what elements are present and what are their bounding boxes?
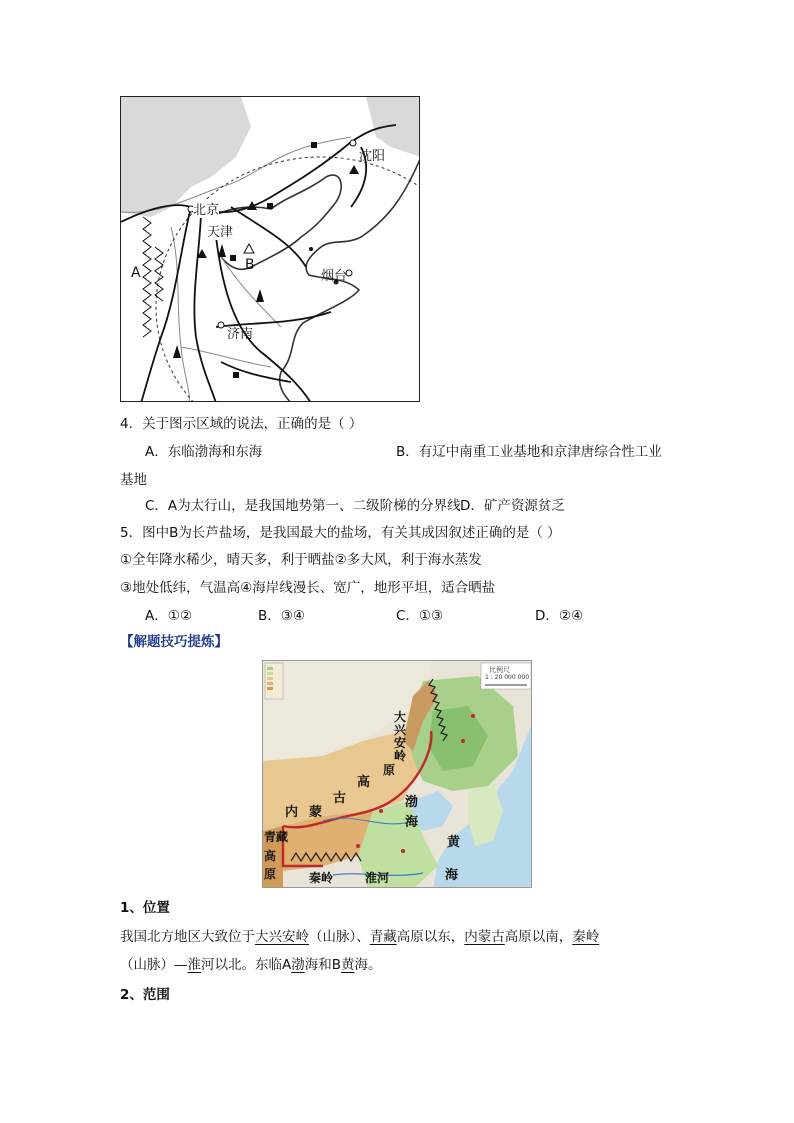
blank-qinling: 秦岭 (572, 929, 600, 945)
resource-map-drawing (121, 97, 420, 402)
section-1-heading: 1、位置 (120, 900, 170, 916)
label-shenyang: 沈阳 (359, 149, 386, 164)
blank-neimenggu: 内蒙古 (464, 929, 505, 945)
blank-daxinganling: 大兴安岭 (255, 929, 309, 945)
label-tianjin: 天津 (207, 221, 233, 240)
north-china-map-drawing (263, 661, 532, 888)
scale-title: 比例尺 (489, 666, 510, 674)
label-ling: 岭 (394, 749, 407, 763)
label-jinan: 济南 (227, 327, 254, 342)
label-an: 安 (394, 736, 407, 750)
q4-stem: 4．关于图示区域的说法，正确的是（ ） (120, 416, 363, 432)
q5-line-2: ③地处低纬，气温高④海岸线漫长、宽广，地形平坦，适合晒盐 (120, 580, 496, 596)
label-hai1: 海 (405, 815, 419, 830)
label-gao2: 高 (264, 849, 277, 863)
section-1-line-2: （山脉）—淮河以北。东临A渤海和B黄海。 (120, 957, 382, 973)
label-zang: 藏 (276, 830, 289, 844)
section-1-line-1: 我国北方地区大致位于大兴安岭（山脉）、青藏高原以东，内蒙古高原以南，秦岭 (120, 929, 600, 945)
q5-option-c: C．①③ (396, 608, 444, 624)
blank-huang: 黄 (341, 957, 355, 973)
q4-option-b-cont: 基地 (120, 472, 147, 488)
label-da: 大 (394, 710, 407, 724)
q5-option-a: A．①② (145, 608, 192, 624)
q5-option-b: B．③④ (258, 608, 305, 624)
label-yantai: 烟台 (321, 269, 348, 284)
q4-option-d: D．矿产资源贫乏 (460, 498, 565, 514)
scale-value: 1 : 20 000 000 (485, 674, 530, 681)
label-meng: 蒙 (309, 805, 323, 820)
label-gu: 古 (333, 791, 347, 806)
q4-option-c: C．A为太行山，是我国地势第一、二级阶梯的分界线 (145, 498, 461, 514)
label-b: B (245, 257, 255, 273)
label-gao: 高 (357, 775, 371, 790)
q5-stem: 5．图中B为长芦盐场，是我国最大的盐场，有关其成因叙述正确的是（ ） (120, 525, 561, 541)
label-xing: 兴 (394, 723, 407, 737)
label-qing: 青 (264, 830, 277, 844)
label-huang: 黄 (447, 835, 461, 850)
q4-option-a: A．东临渤海和东海 (145, 444, 263, 460)
tips-heading: 【解题技巧提炼】 (120, 634, 228, 650)
label-a: A (131, 265, 141, 281)
q5-option-d: D．②④ (535, 608, 584, 624)
blank-bo: 渤 (291, 957, 305, 973)
resource-map (120, 96, 420, 402)
label-yuan: 原 (383, 763, 396, 777)
north-china-map (262, 660, 532, 888)
label-bo: 渤 (405, 795, 419, 810)
label-hai2: 海 (445, 868, 459, 883)
label-beijing: 北京 (193, 199, 219, 218)
label-huaihe: 淮河 (365, 871, 390, 885)
blank-huai: 淮 (187, 957, 201, 973)
q4-option-b: B．有辽中南重工业基地和京津唐综合性工业 (396, 444, 662, 460)
blank-qingzang: 青藏 (369, 929, 397, 945)
label-qinling: 秦岭 (309, 871, 334, 885)
q5-line-1: ①全年降水稀少，晴天多，利于晒盐②多大风，利于海水蒸发 (120, 552, 482, 568)
label-nei: 内 (285, 805, 299, 820)
section-2-heading: 2、范围 (120, 987, 170, 1003)
label-yuan2: 原 (264, 867, 277, 881)
